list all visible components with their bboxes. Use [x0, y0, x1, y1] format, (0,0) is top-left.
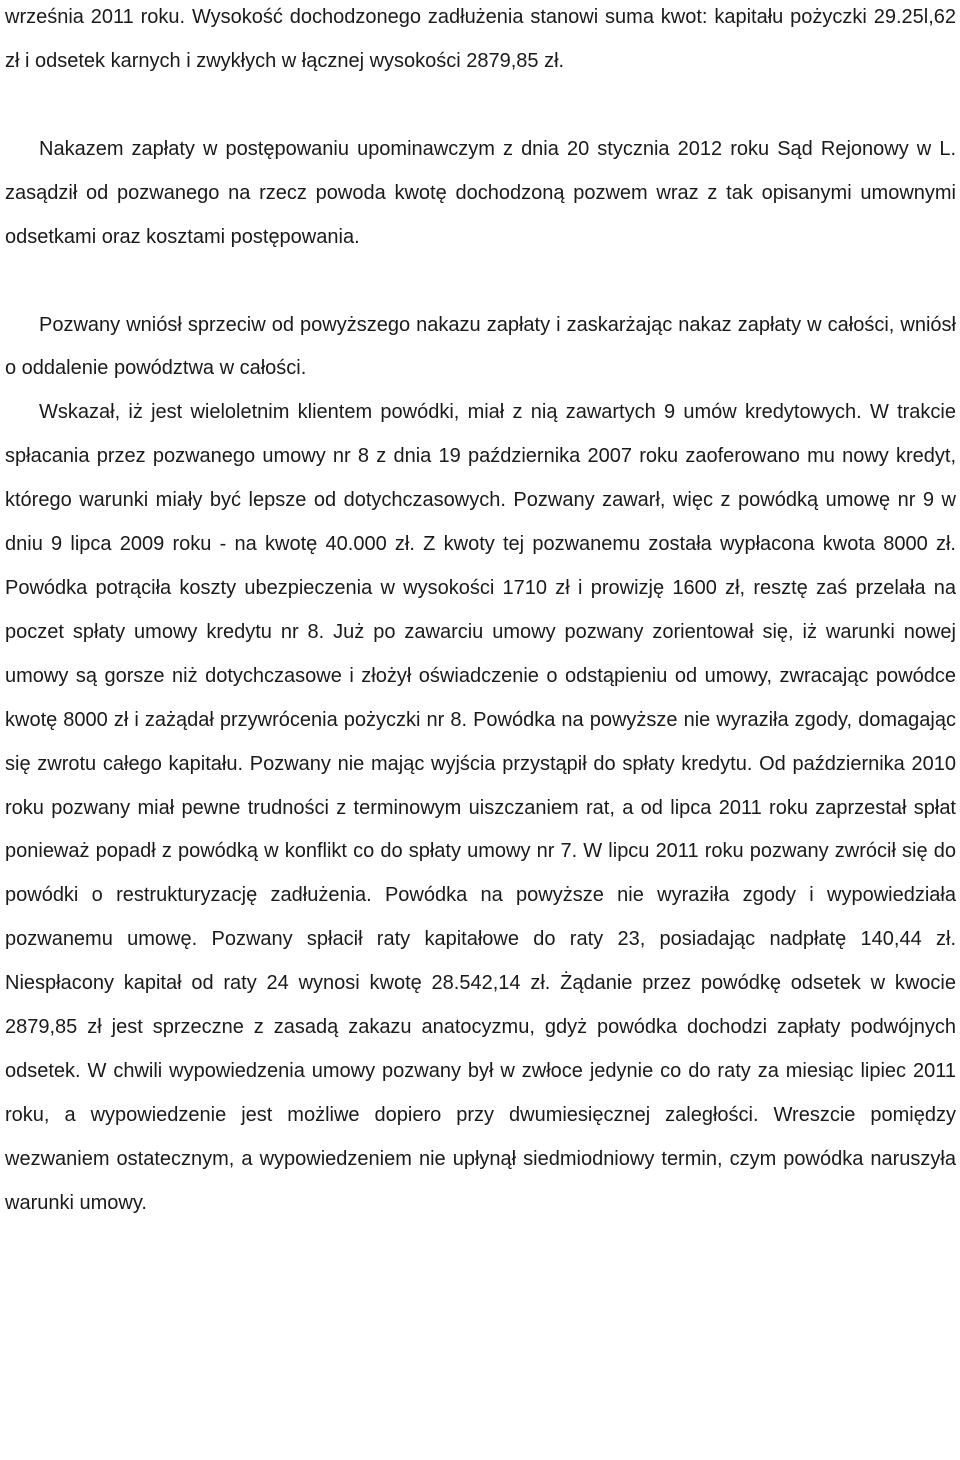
paragraph-court-order: Nakazem zapłaty w postępowaniu upominawczym z dnia 20 stycznia 2012 roku Sąd Rejonowy w L. zasądził od pozwanego na rzecz powoda kwotę dochodzoną pozwem wraz z tak opisanymi umownymi odsetkami oraz kosztami postępowania.: [5, 137, 956, 248]
paragraph-defendant-argument: Wskazał, iż jest wieloletnim klientem powódki, miał z nią zawartych 9 umów kredytowych. W trakcie spłacania przez pozwanego umowy nr 8 z dnia 19 października 2007 roku zaoferowano mu nowy kredyt, którego warunki miały być lepsze od dotychczasowych. Pozwany zawarł, więc z powódką umowę nr 9 w dniu 9 lipca 2009 roku - na kwotę 40.000 zł. Z kwoty tej pozwanemu została wypłacona kwota 8000 zł. Powódka potrąciła koszty ubezpieczenia w wysokości 1710 zł i prowizję 1600 zł, resztę zaś przelała na poczet spłaty umowy kredytu nr 8. Już po zawarciu umowy pozwany zorientował się, iż warunki nowej umowy są gorsze niż dotychczasowe i złożył oświadczenie o odstąpieniu od umowy, zwracając powódce kwotę 8000 zł i zażądał przywrócenia pożyczki nr 8. Powódka na powyższe nie wyraziła zgody, domagając się zwrotu całego kapitału. Pozwany nie mając wyjścia przystąpił do spłaty kredytu. Od października 2010 roku pozwany miał pewne trudności z terminowym uiszczaniem rat, a od lipca 2011 roku zaprzestał spłat ponieważ popadł z powódką w konflikt co do spłaty umowy nr 7. W lipcu 2011 roku pozwany zwrócił się do powódki o restrukturyzację zadłużenia. Powódka na powyższe nie wyraziła zgody i wypowiedziała pozwanemu umowę. Pozwany spłacił raty kapitałowe do raty 23, posiadając nadpłatę 140,44 zł. Niespłacony kapitał od raty 24 wynosi kwotę 28.542,14 zł. Żądanie przez powódkę odsetek w kwocie 2879,85 zł jest sprzeczne z zasadą zakazu anatocyzmu, gdyż powódka dochodzi zapłaty podwójnych odsetek. W chwili wypowiedzenia umowy pozwany był w zwłoce jedynie co do raty za miesiąc lipiec 2011 roku, a wypowiedzenie jest możliwe dopiero przy dwumiesięcznej zaległości. Wreszcie pomiędzy wezwaniem ostatecznym, a wypowiedzeniem nie upłynął siedmiodniowy termin, czym powódka naruszyła warunki umowy.: [5, 401, 956, 1214]
paragraph-objection: Pozwany wniósł sprzeciw od powyższego nakazu zapłaty i zaskarżając nakaz zapłaty w całości, wniósł o oddalenie powództwa w całości.: [5, 313, 956, 380]
document-page: [5, 0, 956, 1226]
paragraph-continuation: września 2011 roku. Wysokość dochodzonego zadłużenia stanowi suma kwot: kapitału pożyczki 29.25l,62 zł i odsetek karnych i zwykłych w łącznej wysokości 2879,85 zł.: [5, 6, 956, 72]
paragraph-spacer: [5, 84, 956, 128]
paragraph-spacer: [5, 260, 956, 304]
